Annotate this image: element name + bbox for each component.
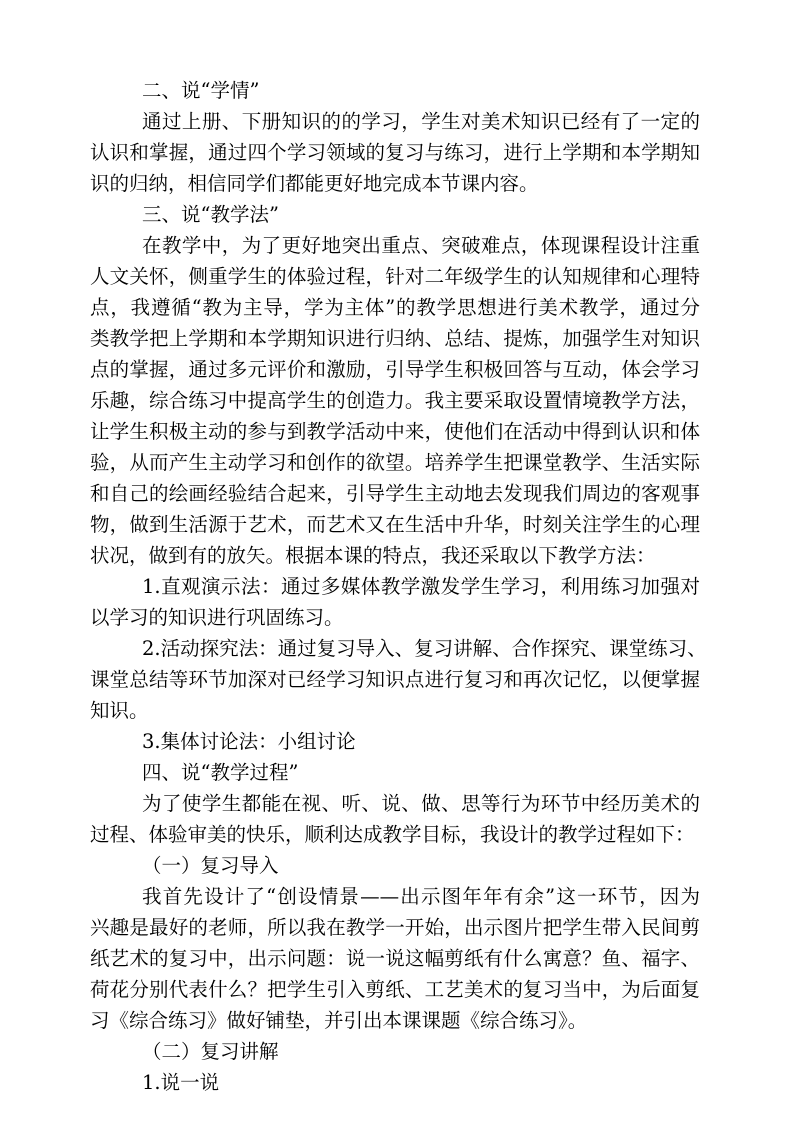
paragraph-line: 类教学把上学期和本学期知识进行归纳、总结、提炼，加强学生对知识 xyxy=(90,327,700,350)
paragraph-line: 乐趣，综合练习中提高学生的创造力。我主要采取设置情境教学方法， xyxy=(90,389,700,412)
paragraph-line: 我首先设计了“创设情景——出示图年年有余”这一环节，因为 xyxy=(142,885,700,908)
method-item-2: 2.活动探究法：通过复习导入、复习讲解、合作探究、课堂练习、 xyxy=(142,637,707,660)
list-item-say: 1.说一说 xyxy=(142,1071,220,1094)
paragraph-line: 点的掌握，通过多元评价和激励，引导学生积极回答与互动，体会学习 xyxy=(90,358,700,381)
paragraph-line: 点，我遵循“教为主导，学为主体”的教学思想进行美术教学，通过分 xyxy=(90,296,700,319)
paragraph-line: 状况，做到有的放矢。根据本课的特点，我还采取以下教学方法： xyxy=(90,544,656,567)
paragraph-line: 荷花分别代表什么？把学生引入剪纸、工艺美术的复习当中，为后面复 xyxy=(90,978,700,1001)
paragraph-line: 验，从而产生主动学习和创作的欲望。培养学生把课堂教学、生活实际 xyxy=(90,451,700,474)
paragraph-line: 物，做到生活源于艺术，而艺术又在生活中升华，时刻关注学生的心理 xyxy=(90,513,700,536)
paragraph-line: 习《综合练习》做好铺垫，并引出本课课题《综合练习》。 xyxy=(90,1009,588,1032)
subheading-review-intro: （一）复习导入 xyxy=(142,854,279,877)
heading-teaching-method: 三、说“教学法” xyxy=(142,203,279,226)
paragraph-line: 兴趣是最好的老师，所以我在教学一开始，出示图片把学生带入民间剪 xyxy=(90,916,700,939)
paragraph-line: 课堂总结等环节加深对已经学习知识点进行复习和再次记忆，以便掌握 xyxy=(90,668,700,691)
paragraph-line: 人文关怀，侧重学生的体验过程，针对二年级学生的认知规律和心理特 xyxy=(90,265,700,288)
subheading-review-explain: （二）复习讲解 xyxy=(142,1040,279,1063)
method-item-3: 3.集体讨论法：小组讨论 xyxy=(142,730,356,753)
method-item-1: 1.直观演示法：通过多媒体教学激发学生学习，利用练习加强对 xyxy=(142,575,700,598)
paragraph-line: 为了使学生都能在视、听、说、做、思等行为环节中经历美术的 xyxy=(142,792,700,815)
paragraph-line: 知识。 xyxy=(90,699,149,722)
paragraph-line: 和自己的绘画经验结合起来，引导学生主动地去发现我们周边的客观事 xyxy=(90,482,700,505)
paragraph-line: 认识和掌握，通过四个学习领域的复习与练习，进行上学期和本学期知 xyxy=(90,141,700,164)
paragraph-line: 通过上册、下册知识的的学习，学生对美术知识已经有了一定的 xyxy=(142,110,700,133)
paragraph-line: 以学习的知识进行巩固练习。 xyxy=(90,606,344,629)
heading-teaching-process: 四、说“教学过程” xyxy=(142,761,299,784)
paragraph-line: 过程、体验审美的快乐，顺利达成教学目标，我设计的教学过程如下： xyxy=(90,823,695,846)
paragraph-line: 在教学中，为了更好地突出重点、突破难点，体现课程设计注重 xyxy=(142,234,700,257)
paragraph-line: 纸艺术的复习中，出示问题：说一说这幅剪纸有什么寓意？鱼、福字、 xyxy=(90,947,700,970)
paragraph-line: 识的归纳，相信同学们都能更好地完成本节课内容。 xyxy=(90,172,539,195)
heading-student-situation: 二、说“学情” xyxy=(142,79,260,102)
paragraph-line: 让学生积极主动的参与到教学活动中来，使他们在活动中得到认识和体 xyxy=(90,420,700,443)
